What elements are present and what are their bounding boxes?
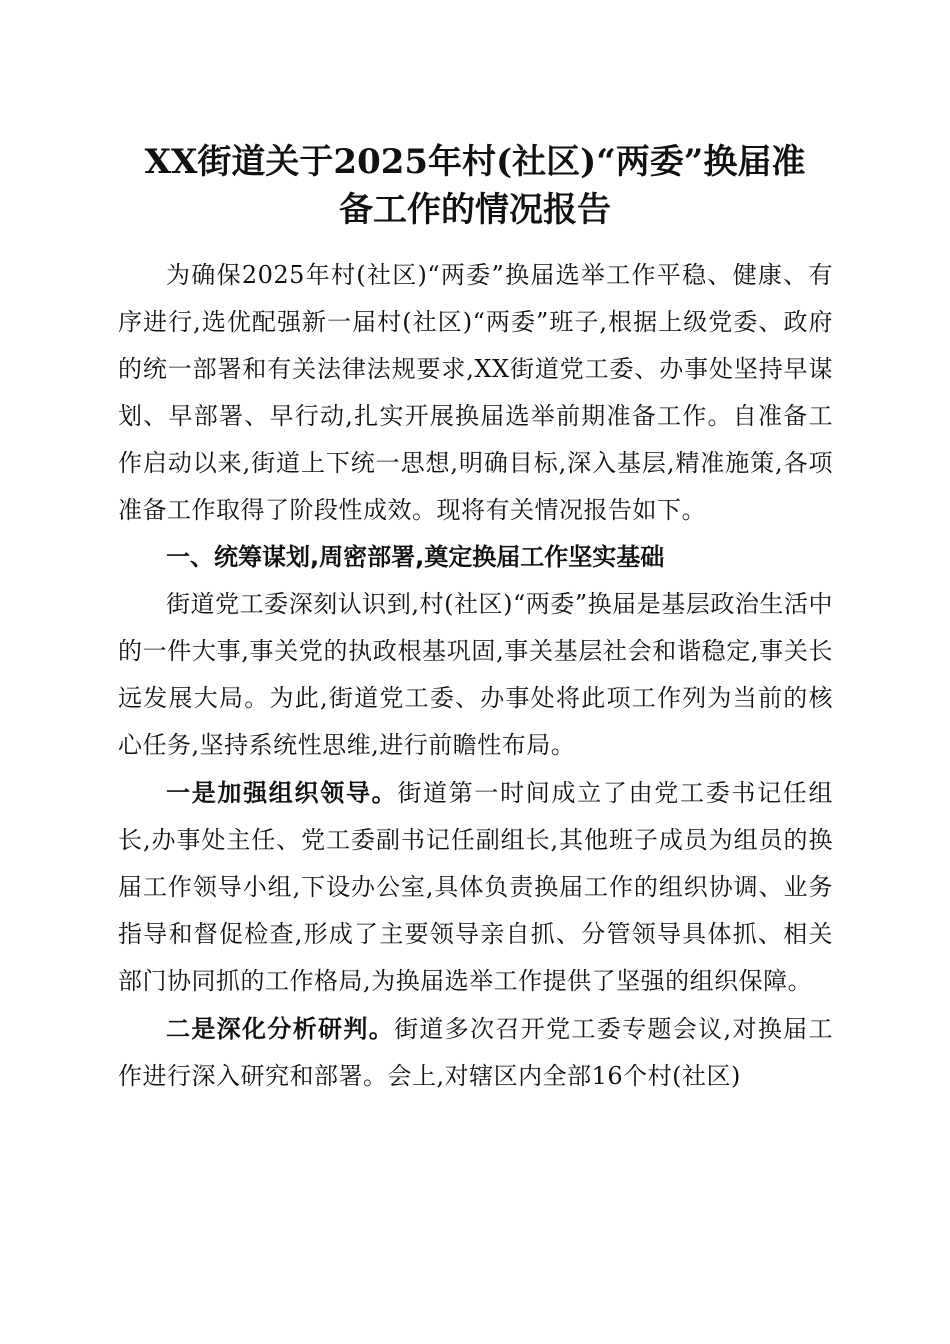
- section-1-paragraph: 街道党工委深刻认识到,村(社区)“两委”换届是基层政治生活中的一件大事,事关党的执政根基巩固,事关基层社会和谐稳定,事关长远发展大局。为此,街道党工委、办事处将此项工作列为当前的核心任务,坚持系统性思维,进行前瞻性布局。: [118, 590, 833, 759]
- title-line-1: XX街道关于2025年村(社区)“两委”换届准: [144, 142, 806, 182]
- section-1-heading: 一、统筹谋划,周密部署,奠定换届工作坚实基础: [166, 543, 665, 571]
- item-1-text: 街道第一时间成立了由党工委书记任组长,办事处主任、党工委副书记任副组长,其他班子成员为组员的换届工作领导小组,下设办公室,具体负责换届工作的组织协调、业务指导和督促检查,形成了主要领导亲自抓、分管领导具体抓、相关部门协同抓的工作格局,为换届选举工作提供了坚强的组织保障。: [118, 779, 834, 995]
- document-body: [118, 252, 833, 1100]
- item-1-paragraph: [118, 769, 833, 1005]
- item-2-text: 街道多次召开党工委专题会议,对换届工作进行深入研究和部署。会上,对辖区内全部16个村(社区): [118, 1015, 833, 1090]
- intro-paragraph: 为确保2025年村(社区)“两委”换届选举工作平稳、健康、有序进行,选优配强新一届村(社区)“两委”班子,根据上级党委、政府的统一部署和有关法律法规要求,XX街道党工委、办事处坚持早谋划、早部署、早行动,扎实开展换届选举前期准备工作。自准备工作启动以来,街道上下统一思想,明确目标,深入基层,精准施策,各项准备工作取得了阶段性成效。现将有关情况报告如下。: [118, 261, 833, 524]
- item-2-paragraph: [118, 1005, 833, 1100]
- item-1-lead: 一是加强组织领导。: [166, 778, 398, 807]
- document-title: [100, 138, 850, 234]
- title-line-2: 备工作的情况报告: [339, 190, 611, 230]
- item-2-lead: 二是深化分析研判。: [166, 1014, 395, 1043]
